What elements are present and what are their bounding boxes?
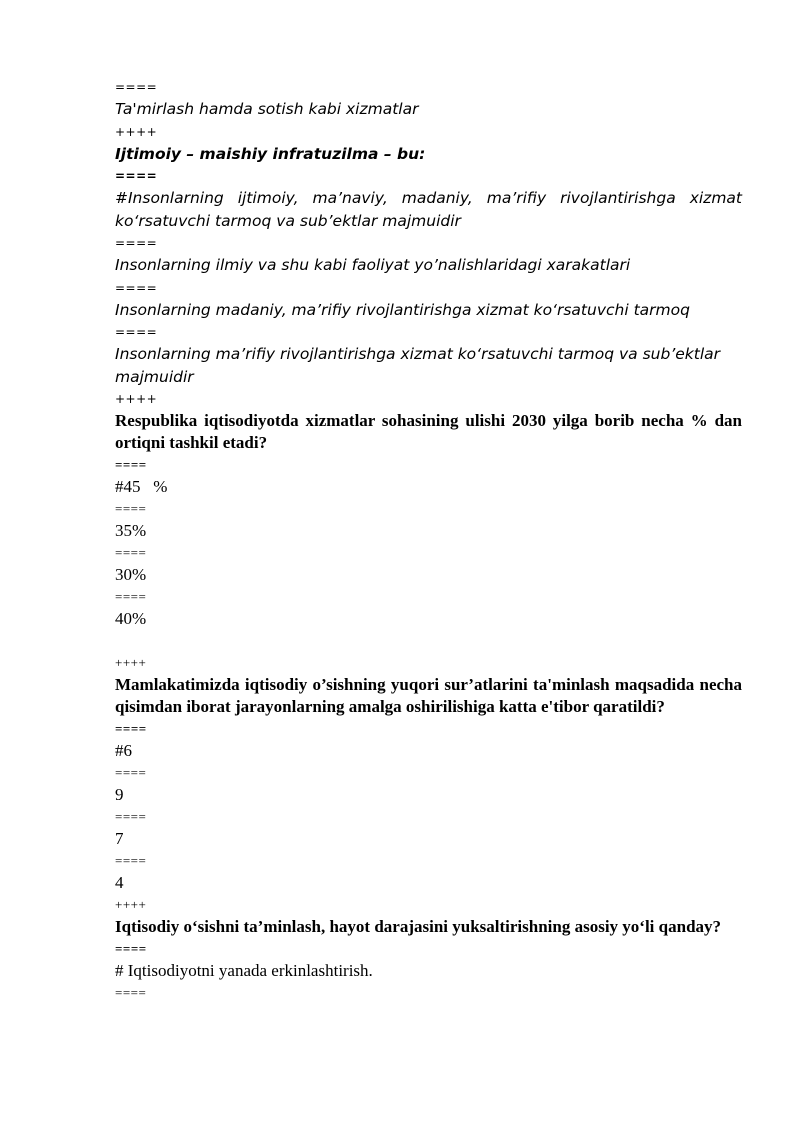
answer-option: 4 [115,873,124,892]
answer-option: 30% [115,565,147,584]
answer-option: 7 [115,829,124,848]
answer-option: 40% [115,609,147,628]
question-text: Ijtimoiy – maishiy infratuzilma – bu: [115,144,426,163]
question-text: Mamlakatimizda iqtisodiy o’sishning yuqori sur’atlarini ta'minlash maqsadida necha qisimdan iborat jarayonlarning amalga oshirilishiga katta e'tibor qaratildi? [115,675,742,716]
answer-option: 9 [115,785,124,804]
question-text: Iqtisodiy o‘sishni ta’minlash, hayot darajasini yuksaltirishning asosiy yo‘li qanday? [115,917,722,936]
answer-option: #45 % [115,477,168,496]
answer-separator: ==== [115,236,158,250]
answer-separator: ==== [115,853,147,868]
answer-separator: ==== [115,457,147,472]
answer-separator: ==== [115,325,158,339]
answer-separator: ==== [115,985,147,1000]
answer-separator: ==== [115,765,147,780]
answer-option: Insonlarning ilmiy va shu kabi faoliyat yo’nalishlaridagi xarakatlari [115,256,631,274]
answer-separator: ==== [115,809,147,824]
question-separator: ++++ [115,897,147,912]
answer-separator: ==== [115,589,147,604]
answer-separator: ==== [115,545,147,560]
answer-separator: ==== [115,80,158,94]
answer-option: Insonlarning ma’rifiy rivojlantirishga xizmat ko‘rsatuvchi tarmoq va sub’ektlar majmuidir [115,345,721,386]
answer-option: #6 [115,741,132,760]
question-separator: ++++ [115,392,158,406]
answer-option: 35% [115,521,147,540]
blank-line [115,630,742,652]
question-separator: ++++ [115,655,147,670]
answer-separator: ==== [115,721,147,736]
answer-option: # Iqtisodiyotni yanada erkinlashtirish. [115,961,373,980]
document-page [115,76,742,1004]
answer-option: Ta'mirlash hamda sotish kabi xizmatlar [115,100,419,118]
answer-separator: ==== [115,280,158,295]
question-separator: ++++ [115,124,158,139]
question-text: Respublika iqtisodiyotda xizmatlar sohasining ulishi 2030 yilga borib necha % dan ortiqni tashkil etadi? [115,411,742,452]
answer-separator: ==== [115,501,147,516]
answer-option: Insonlarning madaniy, ma’rifiy rivojlantirishga xizmat ko‘rsatuvchi tarmoq [115,300,690,319]
answer-separator: ==== [115,941,147,956]
answer-option: #Insonlarning ijtimoiy, ma’naviy, madaniy, ma’rifiy rivojlantirishga xizmat ko‘rsatuvchi tarmoq va sub’ektlar majmuidir [115,189,742,230]
answer-separator: ==== [115,169,158,183]
